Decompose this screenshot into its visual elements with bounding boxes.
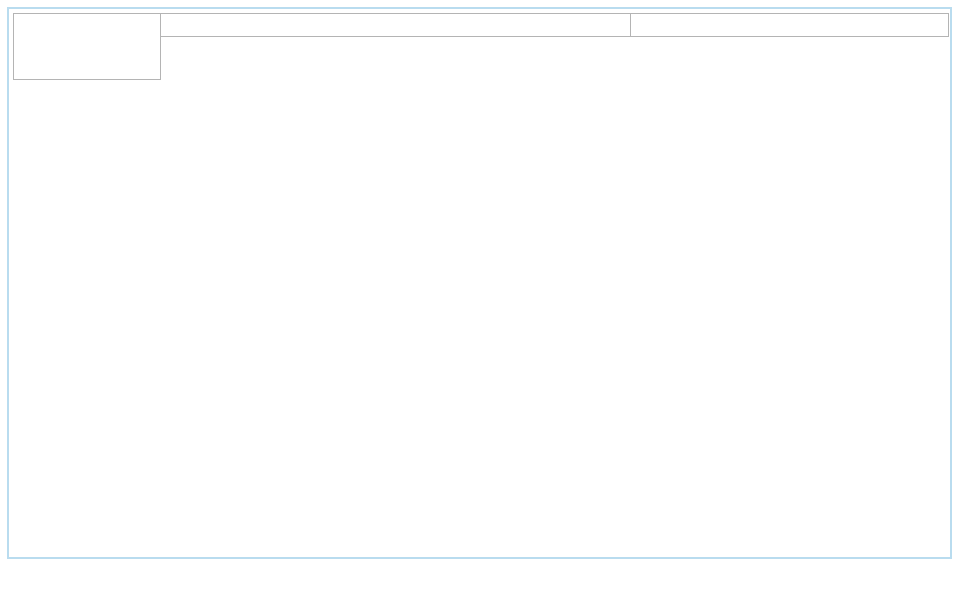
corner-cell	[14, 14, 161, 37]
column-header-row-top	[14, 37, 949, 58]
sales-table	[13, 13, 949, 80]
group-header-row	[14, 14, 949, 37]
group-header-sales	[161, 14, 631, 37]
group-header-rate	[631, 14, 949, 37]
column-header-row-bottom	[14, 58, 949, 80]
corner-cell	[14, 37, 161, 58]
corner-cell	[14, 58, 161, 80]
table-frame	[7, 7, 952, 559]
